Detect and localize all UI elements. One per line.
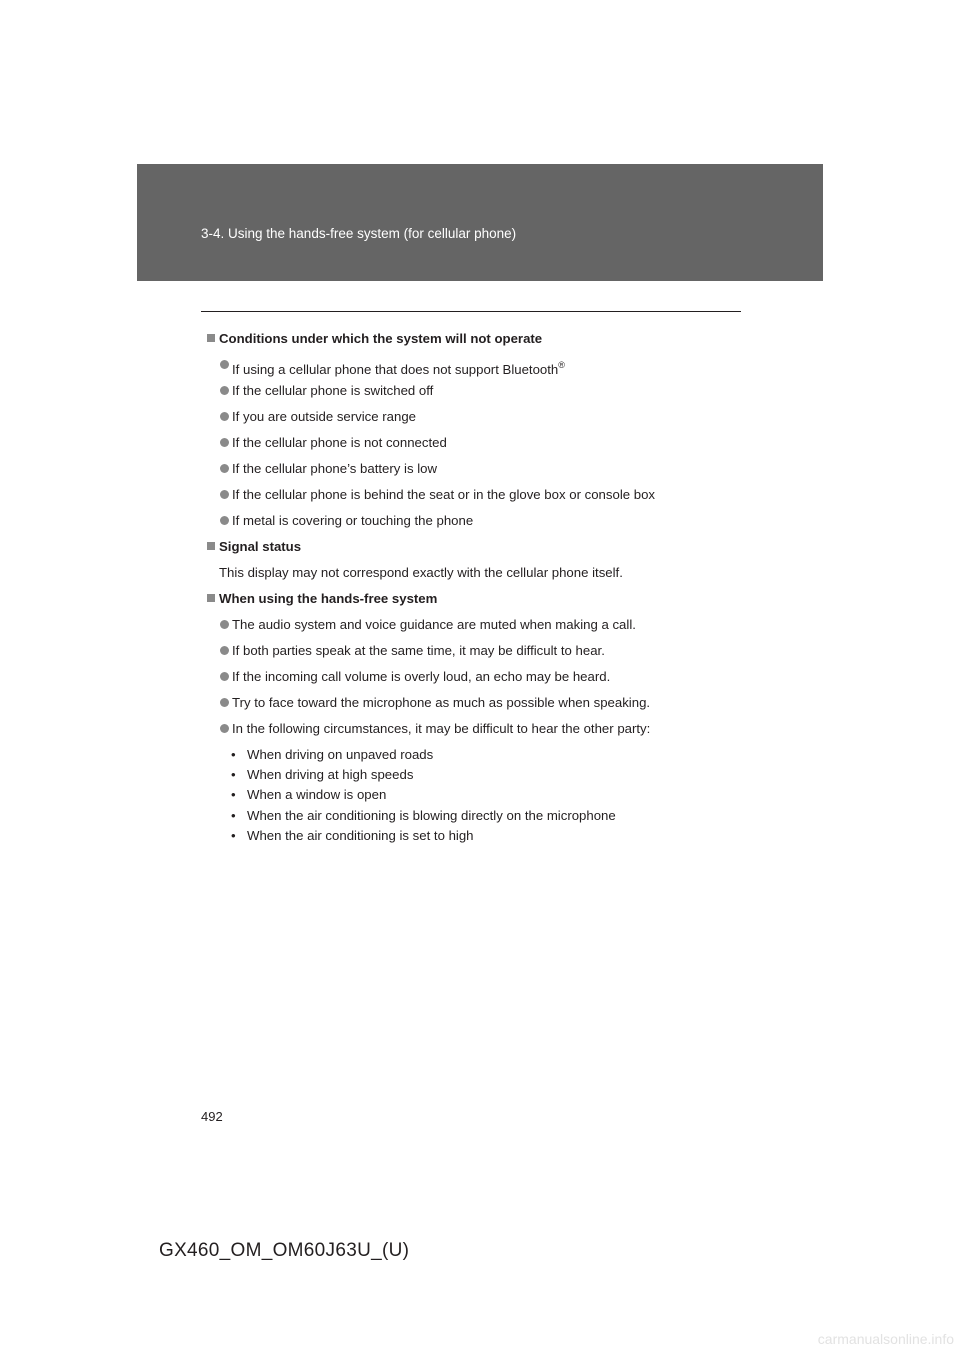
circle-bullet-icon — [220, 386, 229, 395]
section-breadcrumb: 3-4. Using the hands-free system (for cellular phone) — [201, 226, 517, 241]
sub-list-item-text: When driving at high speeds — [247, 767, 414, 783]
small-bullet-icon: • — [231, 787, 236, 803]
circle-bullet-icon — [220, 672, 229, 681]
list-item — [207, 460, 767, 486]
section-heading — [207, 538, 767, 564]
sub-list-item-text: When the air conditioning is blowing directly on the microphone — [247, 807, 616, 823]
sub-list-item — [207, 786, 767, 806]
small-bullet-icon: • — [231, 807, 236, 823]
watermark: carmanualsonline.info — [817, 1331, 954, 1347]
list-item — [207, 408, 767, 434]
list-item — [207, 642, 767, 668]
small-bullet-icon: • — [231, 827, 236, 843]
circle-bullet-icon — [220, 360, 229, 369]
square-bullet-icon — [207, 594, 215, 602]
list-item-text: The audio system and voice guidance are muted when making a call. — [232, 617, 636, 632]
list-item-text: If the incoming call volume is overly loud, an echo may be heard. — [232, 669, 611, 684]
circle-bullet-icon — [220, 490, 229, 499]
circle-bullet-icon — [220, 646, 229, 655]
circle-bullet-icon — [220, 464, 229, 473]
list-item — [207, 668, 767, 694]
small-bullet-icon: • — [231, 767, 236, 783]
list-item-text: If the cellular phone is not connected — [232, 435, 447, 450]
paragraph: This display may not correspond exactly with the cellular phone itself. — [219, 565, 623, 580]
sub-list-item — [207, 807, 767, 827]
sub-list-item — [207, 766, 767, 786]
divider — [201, 311, 741, 312]
list-item-text: In the following circumstances, it may be difficult to hear the other party: — [232, 721, 651, 736]
list-item — [207, 616, 767, 642]
list-item-text: If metal is covering or touching the phone — [232, 513, 474, 528]
heading-text: Signal status — [219, 539, 302, 554]
square-bullet-icon — [207, 334, 215, 342]
list-item-text: Try to face toward the microphone as much as possible when speaking. — [232, 695, 651, 710]
list-item — [207, 434, 767, 460]
circle-bullet-icon — [220, 698, 229, 707]
list-item-text: If you are outside service range — [232, 409, 416, 424]
list-item-text: If both parties speak at the same time, it may be difficult to hear. — [232, 643, 605, 658]
list-item — [207, 720, 767, 746]
page-number: 492 — [201, 1109, 223, 1124]
circle-bullet-icon — [220, 724, 229, 733]
list-item-text: If using a cellular phone that does not support Bluetooth — [232, 362, 559, 377]
circle-bullet-icon — [220, 620, 229, 629]
heading-text: Conditions under which the system will not operate — [219, 331, 543, 346]
sub-list-item-text: When a window is open — [247, 787, 387, 803]
square-bullet-icon — [207, 542, 215, 550]
footer-code: GX460_OM_OM60J63U_(U) — [159, 1240, 410, 1261]
registered-mark: ® — [558, 360, 565, 370]
list-item-text: If the cellular phone is behind the seat or in the glove box or console box — [232, 487, 656, 502]
list-item-text: If the cellular phone’s battery is low — [232, 461, 438, 476]
heading-text: When using the hands-free system — [219, 591, 438, 606]
circle-bullet-icon — [220, 438, 229, 447]
small-bullet-icon: • — [231, 747, 236, 762]
section-heading — [207, 330, 767, 356]
list-item — [207, 694, 767, 720]
circle-bullet-icon — [220, 412, 229, 421]
list-item-text: If the cellular phone is switched off — [232, 383, 434, 398]
list-item — [207, 382, 767, 408]
sub-list-item — [207, 746, 767, 766]
list-item — [207, 356, 767, 382]
header-band — [137, 164, 823, 281]
section-heading — [207, 590, 767, 616]
sub-list-item — [207, 827, 767, 847]
list-item — [207, 512, 767, 538]
circle-bullet-icon — [220, 516, 229, 525]
sub-list-item-text: When the air conditioning is set to high — [247, 827, 474, 843]
page-content — [207, 330, 767, 847]
list-item — [207, 486, 767, 512]
sub-list-item-text: When driving on unpaved roads — [247, 747, 434, 762]
